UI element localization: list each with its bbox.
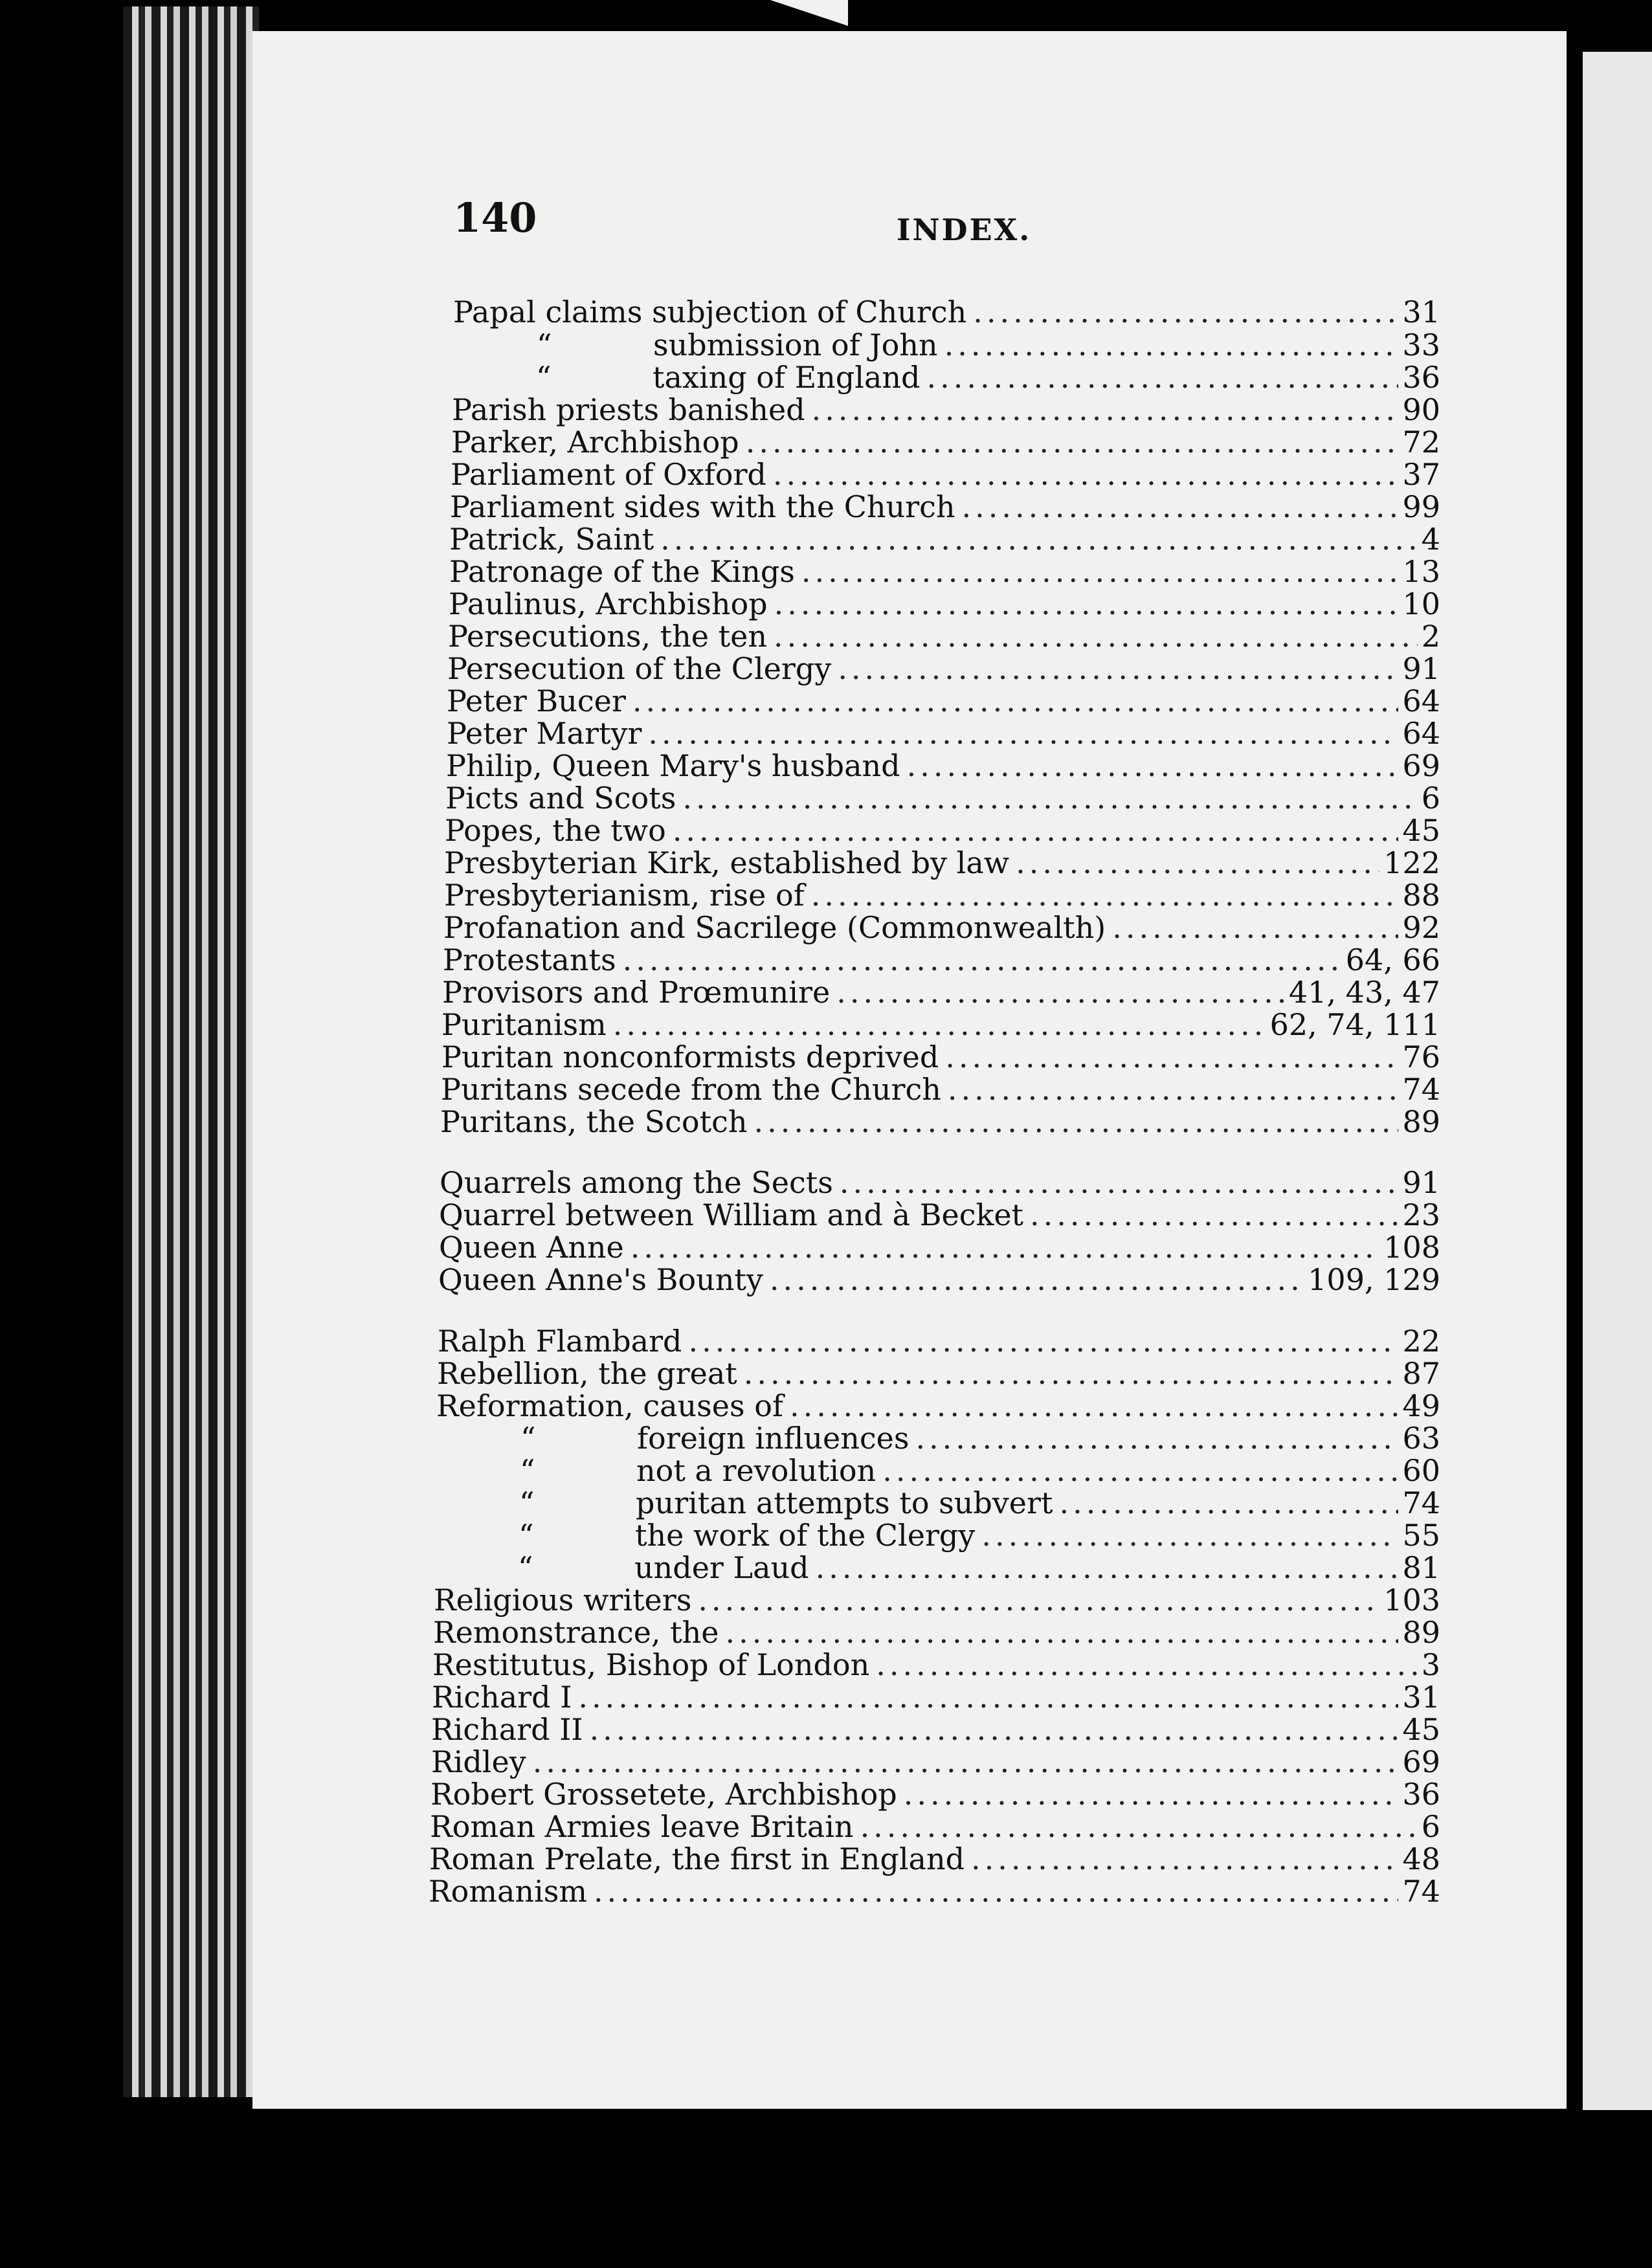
index-entry bbox=[438, 1324, 1440, 1357]
index-entry bbox=[446, 748, 1440, 782]
leader-dots bbox=[673, 813, 1399, 848]
leader-dots bbox=[816, 1550, 1399, 1585]
leader-dots bbox=[836, 975, 1285, 1010]
index-entry-name bbox=[436, 1453, 882, 1488]
ditto-mark: “ bbox=[520, 1453, 535, 1488]
index-entry-name bbox=[448, 619, 774, 654]
index-entry bbox=[436, 1453, 1440, 1487]
leader-dots bbox=[689, 1324, 1399, 1359]
index-entry-page: 64 bbox=[1402, 716, 1440, 751]
leader-dots bbox=[944, 328, 1399, 362]
index-entry bbox=[430, 1809, 1440, 1843]
index-entry-label: Quarrels among the Sects bbox=[440, 1165, 833, 1200]
leader-dots bbox=[744, 1356, 1399, 1391]
ditto-mark: “ bbox=[519, 1485, 535, 1520]
index-entry-label: Robert Grossetete, Archbishop bbox=[430, 1777, 897, 1812]
index-entry bbox=[429, 1874, 1440, 1907]
index-entry-name bbox=[447, 651, 838, 686]
leader-dots bbox=[773, 457, 1399, 492]
leader-dots bbox=[774, 586, 1399, 621]
index-entry-page: 63 bbox=[1402, 1421, 1440, 1456]
index-entry bbox=[452, 328, 1440, 361]
index-entry-label: Religious writers bbox=[434, 1583, 692, 1618]
index-entry-name bbox=[445, 813, 673, 848]
index-entry-name bbox=[453, 295, 973, 329]
index-entry-label: Philip, Queen Mary's husband bbox=[446, 748, 900, 783]
index-entry-name bbox=[429, 1874, 594, 1909]
index-entry-name bbox=[429, 1841, 971, 1876]
leader-dots bbox=[882, 1453, 1398, 1488]
index-entry-label: Ridley bbox=[431, 1744, 526, 1779]
index-entry-label: Patronage of the Kings bbox=[449, 554, 795, 589]
index-entry-label: Paulinus, Archbishop bbox=[449, 586, 768, 621]
index-entry-page: 49 bbox=[1402, 1388, 1440, 1423]
index-entry-page: 62, 74, 111 bbox=[1269, 1007, 1440, 1042]
index-entry-label: the work of the Clergy bbox=[635, 1518, 976, 1553]
index-entry-page: 81 bbox=[1402, 1550, 1440, 1585]
index-entry-page: 91 bbox=[1402, 651, 1440, 686]
index-entry-label: submission of John bbox=[653, 328, 938, 362]
index-entry-label: Picts and Scots bbox=[445, 781, 676, 816]
index-entry bbox=[432, 1680, 1440, 1713]
leader-dots bbox=[981, 1518, 1398, 1553]
index-entry bbox=[447, 651, 1440, 685]
index-entry-name bbox=[449, 586, 774, 621]
index-entry-name bbox=[447, 716, 648, 751]
index-entry-page: 90 bbox=[1402, 392, 1440, 427]
index-entry-label: Peter Martyr bbox=[447, 716, 642, 751]
index-entry-page: 89 bbox=[1402, 1104, 1440, 1139]
index-entry-name bbox=[438, 1262, 770, 1297]
index-entry-label: Puritans, the Scotch bbox=[440, 1104, 748, 1139]
index-entry-label: Papal claims subjection of Church bbox=[453, 295, 967, 329]
leader-dots bbox=[971, 1841, 1398, 1876]
index-entry-page: 92 bbox=[1402, 910, 1440, 945]
index-entry-label: Puritan nonconformists deprived bbox=[441, 1040, 939, 1074]
index-entry-label: under Laud bbox=[634, 1550, 809, 1585]
leader-dots bbox=[590, 1712, 1399, 1747]
index-entry bbox=[434, 1550, 1440, 1584]
index-entry-page: 74 bbox=[1402, 1874, 1440, 1909]
index-entry bbox=[444, 845, 1440, 879]
index-entry-name bbox=[434, 1550, 816, 1585]
index-entry-page: 4 bbox=[1421, 522, 1440, 557]
index-entry-name bbox=[439, 1197, 1030, 1232]
leader-dots bbox=[533, 1744, 1399, 1779]
index-entry-page: 45 bbox=[1402, 813, 1440, 848]
ditto-mark: “ bbox=[536, 360, 552, 395]
index-entry bbox=[431, 1712, 1440, 1746]
index-entry-page: 64, 66 bbox=[1345, 942, 1440, 977]
leader-dots bbox=[962, 489, 1399, 524]
leader-dots bbox=[838, 651, 1398, 686]
index-entry-name bbox=[436, 1421, 915, 1456]
index-entry-label: puritan attempts to subvert bbox=[636, 1485, 1053, 1520]
index-entry-name bbox=[440, 1165, 840, 1200]
index-entry bbox=[441, 1007, 1440, 1041]
index-entry-page: 36 bbox=[1402, 1777, 1440, 1812]
leader-dots bbox=[698, 1583, 1379, 1618]
index-entry bbox=[445, 781, 1440, 814]
index-entry-page: 3 bbox=[1421, 1647, 1440, 1682]
index-entry-page: 89 bbox=[1402, 1615, 1440, 1650]
index-entry bbox=[436, 1421, 1440, 1454]
index-entry-page: 87 bbox=[1402, 1356, 1440, 1391]
index-entry-name bbox=[431, 1712, 590, 1747]
page-number: 140 bbox=[453, 194, 537, 241]
index-entry-name bbox=[449, 554, 801, 589]
leader-dots bbox=[682, 781, 1417, 816]
leader-dots bbox=[801, 554, 1399, 589]
index-entry-name bbox=[444, 878, 811, 913]
leader-dots bbox=[594, 1874, 1399, 1909]
index-entry-name bbox=[450, 489, 962, 524]
index-entry-label: Patrick, Saint bbox=[449, 522, 654, 557]
index-entry-label: Richard I bbox=[432, 1680, 572, 1715]
index-entry-label: Reformation, causes of bbox=[436, 1388, 783, 1423]
leader-dots bbox=[840, 1165, 1399, 1200]
index-entry-page: 13 bbox=[1402, 554, 1440, 589]
index-entry-label: Peter Bucer bbox=[447, 684, 626, 718]
index-entry-page: 55 bbox=[1402, 1518, 1440, 1553]
index-entry-name bbox=[430, 1809, 860, 1844]
leader-dots bbox=[770, 1262, 1304, 1297]
index-entry-name bbox=[438, 1324, 689, 1359]
index-entry-name bbox=[434, 1518, 981, 1553]
index-entry-name bbox=[432, 1647, 876, 1682]
index-entry-label: Parliament of Oxford bbox=[451, 457, 766, 492]
index-entry-page: 99 bbox=[1402, 489, 1440, 524]
leader-dots bbox=[1016, 845, 1379, 880]
index-entry bbox=[433, 1615, 1440, 1649]
index-entry bbox=[443, 942, 1440, 976]
index-entry-name bbox=[447, 684, 632, 718]
index-entry bbox=[443, 910, 1440, 944]
index-entry-name bbox=[432, 1680, 578, 1715]
leader-dots bbox=[726, 1615, 1399, 1650]
index-entry-name bbox=[443, 910, 1112, 945]
index-entry-label: Protestants bbox=[443, 942, 616, 977]
index-entry-name bbox=[437, 1356, 744, 1391]
index-entry bbox=[441, 1072, 1440, 1106]
index-entry-label: not a revolution bbox=[636, 1453, 876, 1488]
index-entry-page: 64 bbox=[1402, 684, 1440, 718]
index-entry-page: 108 bbox=[1383, 1230, 1440, 1265]
index-entry-label: Roman Prelate, the first in England bbox=[429, 1841, 965, 1876]
index-entry-label: Puritans secede from the Church bbox=[441, 1072, 941, 1107]
index-entry bbox=[447, 716, 1440, 750]
index-entry-name bbox=[440, 1104, 753, 1139]
leader-dots bbox=[753, 1104, 1398, 1139]
index-entry bbox=[444, 878, 1440, 911]
leader-dots bbox=[660, 522, 1418, 557]
leader-dots bbox=[973, 295, 1398, 329]
index-entry-label: Popes, the two bbox=[445, 813, 666, 848]
ditto-mark: “ bbox=[520, 1421, 536, 1456]
leader-dots bbox=[746, 425, 1399, 460]
index-entry-page: 74 bbox=[1402, 1485, 1440, 1520]
index-entry-page: 74 bbox=[1402, 1072, 1440, 1107]
index-entry-name bbox=[436, 1388, 790, 1423]
index-entry-name bbox=[451, 457, 773, 492]
index-entry-label: Restitutus, Bishop of London bbox=[432, 1647, 870, 1682]
index-entry-page: 91 bbox=[1402, 1165, 1440, 1200]
index-entry-label: Queen Anne's Bounty bbox=[438, 1262, 763, 1297]
leader-dots bbox=[631, 1230, 1379, 1265]
leader-dots bbox=[860, 1809, 1418, 1844]
leader-dots bbox=[613, 1007, 1266, 1042]
leader-dots bbox=[790, 1388, 1398, 1423]
leader-dots bbox=[1030, 1197, 1398, 1232]
leader-dots bbox=[811, 878, 1399, 913]
index-entry-page: 33 bbox=[1402, 328, 1440, 362]
index-entry-label: Presbyterian Kirk, established by law bbox=[444, 845, 1010, 880]
ditto-mark: “ bbox=[518, 1550, 533, 1585]
index-entry-name bbox=[452, 328, 944, 362]
running-head: INDEX. bbox=[897, 212, 1032, 247]
index-entry-name bbox=[441, 1040, 945, 1074]
index-entry-page: 36 bbox=[1402, 360, 1440, 395]
index-entry bbox=[434, 1518, 1440, 1551]
index-entry bbox=[449, 586, 1440, 620]
index-entry-label: foreign influences bbox=[637, 1421, 910, 1456]
index-entry-name bbox=[445, 781, 682, 816]
index-entry bbox=[449, 554, 1440, 588]
index-entry bbox=[449, 522, 1440, 555]
index-entry bbox=[440, 1165, 1440, 1199]
index-entry-page: 37 bbox=[1402, 457, 1440, 492]
index-entry bbox=[439, 1230, 1440, 1263]
index-entry-page: 69 bbox=[1402, 748, 1440, 783]
index-entry-label: Presbyterianism, rise of bbox=[444, 878, 805, 913]
leader-dots bbox=[907, 748, 1399, 783]
leader-dots bbox=[904, 1777, 1399, 1812]
index-entry bbox=[441, 1040, 1440, 1073]
index-entry-page: 72 bbox=[1402, 425, 1440, 460]
index-entry bbox=[437, 1356, 1440, 1390]
index-entry-name bbox=[452, 392, 812, 427]
index-entry-label: Rebellion, the great bbox=[437, 1356, 737, 1391]
index-entry-label: Persecution of the Clergy bbox=[447, 651, 832, 686]
leader-dots bbox=[915, 1421, 1398, 1456]
index-entry-label: Persecutions, the ten bbox=[448, 619, 767, 654]
index-entry-page: 45 bbox=[1402, 1712, 1440, 1747]
index-entry bbox=[435, 1485, 1440, 1519]
leader-dots bbox=[578, 1680, 1398, 1715]
index-entry-label: Parliament sides with the Church bbox=[450, 489, 955, 524]
index-entry-page: 76 bbox=[1402, 1040, 1440, 1074]
leader-dots bbox=[812, 392, 1399, 427]
leader-dots bbox=[774, 619, 1418, 654]
index-entry-name bbox=[443, 942, 623, 977]
index-entry-label: Quarrel between William and à Becket bbox=[439, 1197, 1024, 1232]
index-entry-page: 103 bbox=[1383, 1583, 1440, 1618]
index-entry-name bbox=[452, 360, 926, 395]
index-entry-page: 6 bbox=[1421, 1809, 1440, 1844]
index-entry bbox=[431, 1744, 1440, 1778]
index-entry-name bbox=[431, 1744, 533, 1779]
index-entry bbox=[451, 457, 1440, 491]
index-entry-label: Queen Anne bbox=[439, 1230, 624, 1265]
index-entry-name bbox=[441, 1007, 613, 1042]
index-entry-name bbox=[430, 1777, 904, 1812]
index-entry-name bbox=[441, 1072, 948, 1107]
index-entry-name bbox=[439, 1230, 631, 1265]
index-entry bbox=[448, 619, 1440, 652]
index-entry-label: Profanation and Sacrilege (Commonwealth) bbox=[443, 910, 1106, 945]
index-entry-name bbox=[449, 522, 660, 557]
index-entry bbox=[452, 392, 1440, 426]
index-entry-page: 88 bbox=[1402, 878, 1440, 913]
index-entry bbox=[442, 975, 1440, 1008]
index-entry-label: Puritanism bbox=[441, 1007, 607, 1042]
leader-dots bbox=[648, 716, 1398, 751]
index-entry-name bbox=[442, 975, 836, 1010]
leader-dots bbox=[1060, 1485, 1399, 1520]
index-entry bbox=[434, 1583, 1440, 1616]
index-entry bbox=[451, 425, 1440, 458]
leader-dots bbox=[1112, 910, 1398, 945]
ditto-mark: “ bbox=[537, 328, 552, 362]
index-entry-name bbox=[435, 1485, 1060, 1520]
index-entry-page: 31 bbox=[1402, 295, 1440, 329]
index-entry-label: Richard II bbox=[431, 1712, 583, 1747]
leader-dots bbox=[945, 1040, 1398, 1074]
index-entry bbox=[432, 1647, 1440, 1681]
index-entry bbox=[447, 684, 1440, 717]
index-entry-label: Ralph Flambard bbox=[438, 1324, 682, 1359]
index-entry-name bbox=[444, 845, 1016, 880]
index-entry bbox=[445, 813, 1440, 847]
index-entry bbox=[436, 1388, 1440, 1422]
index-entry-name bbox=[433, 1615, 726, 1650]
index-entry-name bbox=[451, 425, 746, 460]
leader-dots bbox=[948, 1072, 1399, 1107]
index-entry bbox=[439, 1197, 1440, 1231]
index-entry bbox=[450, 489, 1440, 523]
index-entry-page: 109, 129 bbox=[1308, 1262, 1440, 1297]
index-entry-page: 122 bbox=[1383, 845, 1440, 880]
index-entry-label: taxing of England bbox=[653, 360, 921, 395]
index-entry-label: Parker, Archbishop bbox=[451, 425, 739, 460]
index-entry bbox=[453, 295, 1440, 328]
index-entry-page: 48 bbox=[1402, 1841, 1440, 1876]
index-entry bbox=[440, 1104, 1440, 1138]
leader-dots bbox=[623, 942, 1342, 977]
index-entry-label: Provisors and Prœmunire bbox=[442, 975, 831, 1010]
leader-dots bbox=[632, 684, 1399, 718]
index-entry-label: Romanism bbox=[429, 1874, 587, 1909]
index-entry-page: 23 bbox=[1402, 1197, 1440, 1232]
leader-dots bbox=[926, 360, 1398, 395]
index-entry bbox=[430, 1777, 1440, 1810]
index-entry bbox=[452, 360, 1440, 394]
index-entry-label: Roman Armies leave Britain bbox=[430, 1809, 854, 1844]
index-entry-page: 69 bbox=[1402, 1744, 1440, 1779]
index-entry-page: 10 bbox=[1402, 586, 1440, 621]
index-entry-name bbox=[446, 748, 907, 783]
index-entry-page: 6 bbox=[1421, 781, 1440, 816]
ditto-mark: “ bbox=[519, 1518, 534, 1553]
index-entry-label: Parish priests banished bbox=[452, 392, 805, 427]
index-entry-page: 2 bbox=[1421, 619, 1440, 654]
index-entry bbox=[438, 1262, 1440, 1296]
index-entry-name bbox=[434, 1583, 698, 1618]
index-entry-label: Remonstrance, the bbox=[433, 1615, 719, 1650]
index-entry bbox=[429, 1841, 1440, 1875]
leader-dots bbox=[876, 1647, 1417, 1682]
index-entry-page: 22 bbox=[1402, 1324, 1440, 1359]
index-entry-page: 31 bbox=[1402, 1680, 1440, 1715]
index-entry-page: 60 bbox=[1402, 1453, 1440, 1488]
index-entry-page: 41, 43, 47 bbox=[1288, 975, 1440, 1010]
